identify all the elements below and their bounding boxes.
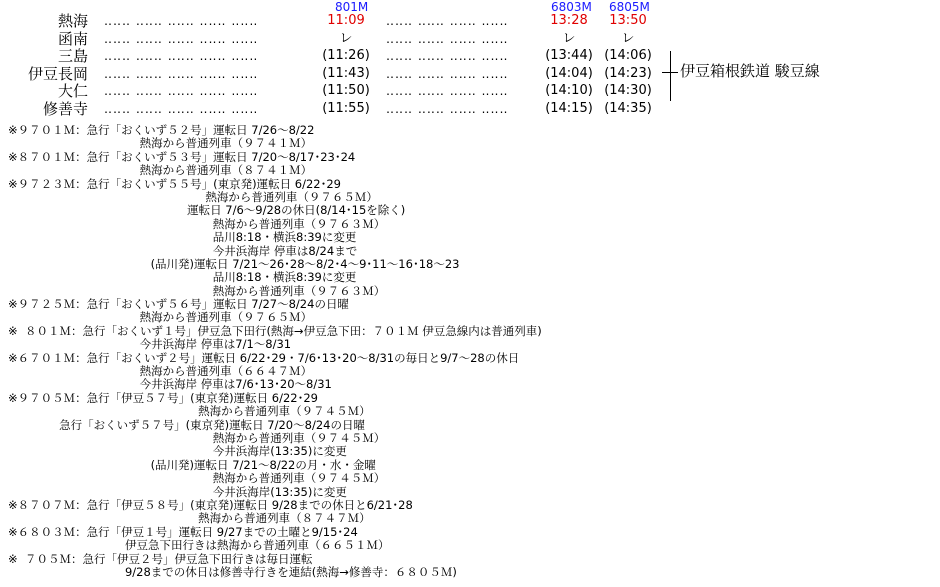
note-line: ※ ８０１Ｍ：急行「おくいず１号」伊豆急下田行(熱海→伊豆急下田：７０１Ｍ 伊豆急線内は普通列車) [8, 323, 542, 338]
note-line: 熱海から普通列車（８７４１Ｍ） [8, 163, 313, 178]
note-line: ※ ７０５Ｍ：急行「伊豆２号」伊豆急下田行きは毎日運転 [8, 551, 313, 566]
note-line: 熱海から普通列車（９７６５Ｍ） [8, 189, 378, 204]
note-line: 今井浜海岸 停車は7/1〜8/31 [8, 337, 292, 352]
note-line: ※９７０１Ｍ：急行「おくいず５２号」運転日 7/26〜8/22 [8, 123, 315, 137]
note-line: 熱海から普通列車（６６４７Ｍ） [8, 364, 313, 379]
notes-section [8, 124, 928, 579]
train-number-6805m: 6805M [609, 0, 650, 14]
note-line: 今井浜海岸(13:35)に変更 [8, 484, 347, 499]
note-line: ※８７０１Ｍ：急行「おくいず５３号」運転日 7/20〜8/17･23･24 [8, 149, 356, 164]
note-line: 今井浜海岸 停車は7/6･13･20〜8/31 [8, 377, 332, 392]
note-line: 熱海から普通列車（９７６５Ｍ） [8, 310, 313, 325]
arrival-time: (14:30) [604, 83, 652, 99]
leader-dots: ‥‥‥ ‥‥‥ ‥‥‥ ‥‥‥ ‥‥‥ [104, 31, 259, 46]
train-number-6803m: 6803M [551, 0, 592, 14]
arrival-time: (14:23) [604, 65, 652, 81]
arrival-time: (11:26) [322, 48, 370, 64]
note-line: ※９７２３Ｍ：急行「おくいず５５号」(東京発)運転日 6/22･29 [8, 176, 341, 191]
train-number-801m: 801M [335, 0, 369, 14]
pass-mark: レ [339, 30, 353, 46]
station-name: 大仁 [57, 82, 88, 101]
leader-dots: ‥‥‥ ‥‥‥ ‥‥‥ ‥‥‥ ‥‥‥ [104, 84, 259, 99]
note-line: 品川8:18・横浜8:39に変更 [8, 230, 357, 245]
departure-time: 11:09 [327, 13, 365, 28]
note-line: ※８７０７Ｍ：急行「伊豆５８号」(東京発)運転日 9/28までの休日と6/21･28 [8, 497, 413, 512]
note-line: (品川発)運転日 7/21〜26･28〜8/2･4〜9･11〜16･18〜23 [8, 256, 460, 271]
leader-dots: ‥‥‥ ‥‥‥ ‥‥‥ ‥‥‥ ‥‥‥ [104, 102, 259, 116]
leader-dots: ‥‥‥ ‥‥‥ ‥‥‥ ‥‥‥ [386, 49, 509, 64]
leader-dots: ‥‥‥ ‥‥‥ ‥‥‥ ‥‥‥ [386, 102, 509, 116]
station-name: 函南 [57, 29, 88, 48]
line-bracket-tick [662, 72, 678, 73]
arrival-time: (14:35) [604, 101, 652, 116]
station-name: 修善寺 [42, 100, 88, 118]
arrival-time: (14:10) [545, 83, 593, 99]
note-line: ※９７０５Ｍ：急行「伊豆５７号」(東京発)運転日 6/22･29 [8, 390, 318, 405]
note-line: 熱海から普通列車（９７６３Ｍ） [8, 283, 386, 298]
pass-mark: レ [562, 30, 576, 46]
arrival-time: (14:15) [545, 101, 593, 116]
note-line: 熱海から普通列車（９７４５Ｍ） [8, 404, 371, 419]
line-bracket [670, 51, 679, 101]
note-line: 9/28までの休日は修善寺行きを連結(熱海→修善寺：６８０５Ｍ) [8, 564, 457, 579]
leader-dots: ‥‥‥ ‥‥‥ ‥‥‥ ‥‥‥ ‥‥‥ [104, 66, 259, 81]
note-line: 今井浜海岸(13:35)に変更 [8, 444, 347, 459]
arrival-time: (14:06) [604, 48, 652, 64]
note-line: 伊豆急下田行きは熱海から普通列車（６６５１Ｍ） [8, 538, 390, 553]
timetable [0, 0, 940, 122]
line-label: 伊豆箱根鉄道 駿豆線 [680, 62, 820, 80]
arrival-time: (11:43) [322, 65, 370, 81]
arrival-time: (11:55) [322, 101, 370, 116]
leader-dots: ‥‥‥ ‥‥‥ ‥‥‥ ‥‥‥ ‥‥‥ [104, 14, 259, 28]
note-line: 運転日 7/6〜9/28の休日(8/14･15を除く) [8, 203, 406, 218]
pass-mark: レ [621, 30, 635, 46]
leader-dots: ‥‥‥ ‥‥‥ ‥‥‥ ‥‥‥ [386, 84, 509, 99]
note-line: (品川発)運転日 7/21〜8/22の月・水・金曜 [8, 457, 376, 472]
note-line: 熱海から普通列車（８７４７Ｍ） [8, 511, 371, 526]
departure-time: 13:50 [609, 13, 647, 28]
note-line: 熱海から普通列車（９７４５Ｍ） [8, 430, 386, 445]
note-line: 熱海から普通列車（９７４５Ｍ） [8, 471, 386, 486]
note-line: 熱海から普通列車（９７６３Ｍ） [8, 216, 386, 231]
departure-time: 13:28 [550, 13, 588, 28]
note-line: 品川8:18・横浜8:39に変更 [8, 270, 357, 285]
leader-dots: ‥‥‥ ‥‥‥ ‥‥‥ ‥‥‥ [386, 31, 509, 46]
leader-dots: ‥‥‥ ‥‥‥ ‥‥‥ ‥‥‥ [386, 66, 509, 81]
note-line: 急行「おくいず５７号」(東京発)運転日 7/20〜8/24の日曜 [8, 417, 365, 432]
note-line: ※９７２５Ｍ：急行「おくいず５６号」運転日 7/27〜8/24の日曜 [8, 297, 349, 312]
leader-dots: ‥‥‥ ‥‥‥ ‥‥‥ ‥‥‥ [386, 14, 509, 28]
arrival-time: (14:04) [545, 65, 593, 81]
note-line: 熱海から普通列車（９７４１Ｍ） [8, 136, 313, 151]
note-line: ※６８０３Ｍ：急行「伊豆１号」運転日 9/27までの土曜と9/15･24 [8, 524, 358, 539]
arrival-time: (11:50) [322, 83, 370, 99]
arrival-time: (13:44) [545, 48, 593, 64]
station-name: 熱海 [57, 12, 88, 30]
note-line: 今井浜海岸 停車は8/24まで [8, 243, 358, 258]
station-name: 三島 [57, 47, 88, 66]
leader-dots: ‥‥‥ ‥‥‥ ‥‥‥ ‥‥‥ ‥‥‥ [104, 49, 259, 64]
station-name: 伊豆長岡 [27, 64, 88, 83]
note-line: ※６７０１Ｍ：急行「おくいず２号」運転日 6/22･29・7/6･13･20〜8/31の毎日と9/7〜28の休日 [8, 350, 520, 365]
